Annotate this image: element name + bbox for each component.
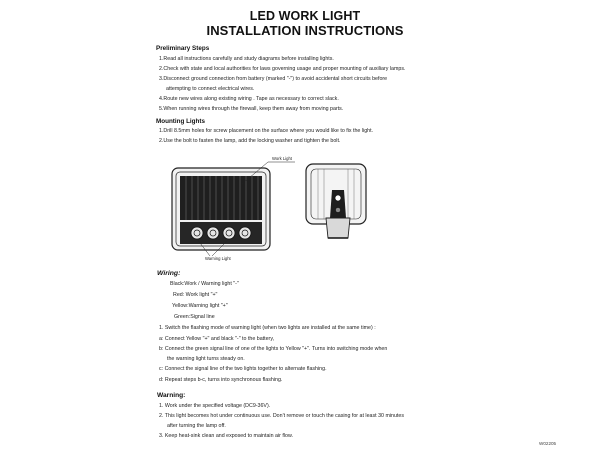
wire-black: Black:Work / Warning light "-"	[170, 281, 239, 287]
warning-item-3: 3. Keep heat-sink clean and exposed to maintain air flow.	[159, 433, 293, 439]
preliminary-heading: Preliminary Steps	[156, 45, 210, 52]
wiring-step-1: 1. Switch the flashing mode of warning light (when two lights are installed at the same time) :	[159, 325, 376, 331]
work-light-side-diagram	[298, 160, 378, 245]
mounting-item-1: 1.Drill 8.5mm holes for screw placement on the surface where you would like to fix the light.	[159, 128, 374, 134]
wiring-heading: Wiring:	[157, 270, 181, 277]
preliminary-item-3-cont: attempting to connect electrical wires.	[166, 86, 255, 92]
lens-panel	[180, 176, 262, 220]
wiring-step-b-cont: the warning light turns steady on.	[167, 356, 245, 362]
title-line-1: LED WORK LIGHT	[249, 9, 361, 23]
wire-green: Green:Signal line	[174, 314, 215, 320]
warning-item-2: 2. This light becomes hot under continuous use. Don't remove or touch the casing for at least 30 minutes	[159, 413, 405, 419]
work-light-label: Work Light	[272, 156, 292, 161]
preliminary-item-2: 2.Check with state and local authorities for laws governing usage and proper mounting of auxiliary lamps.	[159, 66, 406, 72]
warning-led-row	[180, 222, 262, 244]
wire-red: Red: Work light "+"	[173, 292, 218, 298]
mounting-heading: Mounting Lights	[156, 118, 205, 125]
wiring-step-a: a: Connect Yellow "+" and black "-" to the battery,	[159, 336, 275, 342]
preliminary-item-5: 5.When running wires through the firewall, keep them away from moving parts.	[159, 106, 344, 112]
wiring-step-d: d: Repeat steps b-c, turns into synchronous flashing.	[159, 377, 283, 383]
warning-light-label: Warning Light	[205, 256, 231, 261]
preliminary-item-3: 3.Disconnect ground connection from battery (marked "-") to avoid accidental short circuits before	[159, 76, 388, 82]
wiring-step-c: c: Connect the signal line of the two lights together to alternate flashing.	[159, 366, 327, 372]
wire-yellow: Yellow:Warning light "+"	[172, 303, 228, 309]
mounting-item-2: 2.Use the bolt to fasten the lamp, add the locking washer and tighten the bolt.	[159, 138, 341, 144]
warning-item-2-cont: after turning the lamp off.	[167, 423, 226, 429]
title-line-2: INSTALLATION INSTRUCTIONS	[206, 23, 404, 38]
work-light-front-diagram	[150, 150, 310, 265]
document-id: W02205	[539, 441, 557, 446]
preliminary-item-4: 4.Route new wires along existing wiring . Tape as necessary to correct slack.	[159, 96, 339, 102]
warning-heading: Warning:	[157, 392, 186, 399]
preliminary-item-1: 1.Read all instructions carefully and study diagrams before installing lights.	[159, 56, 334, 62]
wiring-step-b: b: Connect the green signal line of one of the lights to Yellow "+". Turns into switching mode when	[159, 346, 388, 352]
warning-item-1: 1. Work under the specified voltage (DC9-36V).	[159, 403, 271, 409]
